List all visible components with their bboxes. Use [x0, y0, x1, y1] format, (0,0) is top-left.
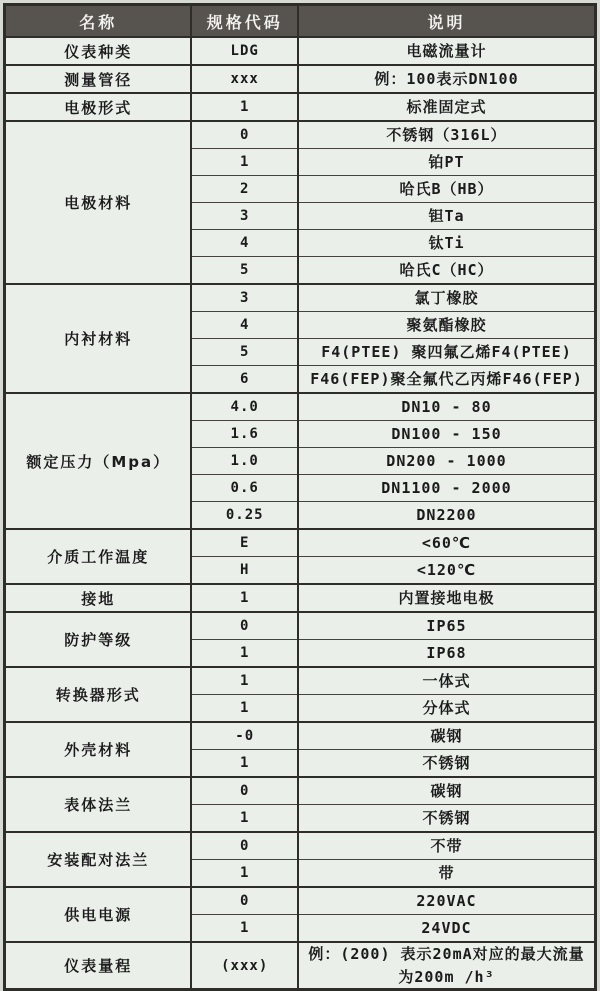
- spec-code-cell: 4.0: [191, 393, 298, 421]
- table-row: [5, 777, 596, 805]
- spec-desc-cell: 不锈钢: [298, 750, 596, 778]
- spec-desc-cell: 不锈钢（316L）: [298, 121, 596, 149]
- spec-desc-cell: 哈氏C（HC）: [298, 257, 596, 285]
- header-name: 名称: [5, 5, 192, 38]
- spec-name-cell: 测量管径: [5, 65, 192, 93]
- spec-code-cell: -0: [191, 722, 298, 750]
- spec-code-cell: 0.25: [191, 502, 298, 530]
- spec-code-cell: 1: [191, 805, 298, 833]
- spec-name-cell: 表体法兰: [5, 777, 192, 832]
- table-row: [5, 722, 596, 750]
- header-desc: 说明: [298, 5, 596, 38]
- table-row: [5, 65, 596, 93]
- spec-name-cell: 外壳材料: [5, 722, 192, 777]
- spec-code-cell: (xxx): [191, 942, 298, 990]
- spec-code-cell: 0: [191, 832, 298, 860]
- spec-code-cell: 1: [191, 695, 298, 723]
- spec-desc-cell: 电磁流量计: [298, 37, 596, 65]
- spec-code-cell: 1: [191, 149, 298, 176]
- spec-code-cell: 0: [191, 612, 298, 640]
- spec-desc-cell: 不带: [298, 832, 596, 860]
- spec-code-cell: 1.0: [191, 448, 298, 475]
- header-row: [5, 5, 596, 38]
- spec-code-cell: H: [191, 557, 298, 585]
- spec-name-cell: 电极形式: [5, 93, 192, 121]
- spec-desc-cell: IP65: [298, 612, 596, 640]
- spec-table-header: [5, 5, 596, 38]
- spec-name-cell: 防护等级: [5, 612, 192, 667]
- spec-desc-cell: 哈氏B（HB）: [298, 176, 596, 203]
- spec-code-cell: 1: [191, 915, 298, 943]
- spec-desc-cell: DN1100 - 2000: [298, 475, 596, 502]
- spec-desc-cell: 一体式: [298, 667, 596, 695]
- spec-code-cell: 5: [191, 257, 298, 285]
- spec-desc-cell: 碳钢: [298, 722, 596, 750]
- spec-desc-cell: 例：100表示DN100: [298, 65, 596, 93]
- spec-desc-cell: DN10 - 80: [298, 393, 596, 421]
- spec-desc-cell: DN200 - 1000: [298, 448, 596, 475]
- spec-code-cell: 6: [191, 366, 298, 394]
- spec-desc-cell: 例：(200) 表示20mA对应的最大流量为200m /h³: [298, 942, 596, 990]
- spec-desc-cell: <60℃: [298, 529, 596, 557]
- table-row: [5, 667, 596, 695]
- spec-name-cell: 仪表种类: [5, 37, 192, 65]
- spec-desc-cell: <120℃: [298, 557, 596, 585]
- spec-code-cell: 0.6: [191, 475, 298, 502]
- spec-code-cell: 4: [191, 230, 298, 257]
- spec-name-cell: 接地: [5, 584, 192, 612]
- spec-name-cell: 额定压力（Mpa）: [5, 393, 192, 529]
- spec-desc-cell: 碳钢: [298, 777, 596, 805]
- spec-name-cell: 供电电源: [5, 887, 192, 942]
- header-code: 规格代码: [191, 5, 298, 38]
- table-row: [5, 37, 596, 65]
- spec-desc-cell: 24VDC: [298, 915, 596, 943]
- table-row: [5, 93, 596, 121]
- spec-code-cell: 3: [191, 203, 298, 230]
- spec-code-cell: LDG: [191, 37, 298, 65]
- spec-desc-cell: DN2200: [298, 502, 596, 530]
- spec-code-cell: 3: [191, 284, 298, 312]
- spec-table: [3, 3, 597, 991]
- spec-table-body: [5, 37, 596, 990]
- spec-code-cell: xxx: [191, 65, 298, 93]
- spec-code-cell: 2: [191, 176, 298, 203]
- spec-code-cell: 0: [191, 121, 298, 149]
- spec-name-cell: 仪表量程: [5, 942, 192, 990]
- spec-name-cell: 安装配对法兰: [5, 832, 192, 887]
- spec-desc-cell: 带: [298, 860, 596, 888]
- spec-desc-cell: 不锈钢: [298, 805, 596, 833]
- table-row: [5, 393, 596, 421]
- spec-desc-cell: 220VAC: [298, 887, 596, 915]
- table-row: [5, 584, 596, 612]
- spec-name-cell: 内衬材料: [5, 284, 192, 393]
- spec-code-cell: 4: [191, 312, 298, 339]
- spec-desc-cell: 内置接地电极: [298, 584, 596, 612]
- spec-code-cell: 5: [191, 339, 298, 366]
- spec-code-cell: 1: [191, 640, 298, 668]
- table-row: [5, 121, 596, 149]
- table-row: [5, 284, 596, 312]
- spec-name-cell: 电极材料: [5, 121, 192, 284]
- spec-desc-cell: F46(FEP)聚全氟代乙丙烯F46(FEP): [298, 366, 596, 394]
- spec-code-cell: 1: [191, 93, 298, 121]
- spec-desc-cell: 钽Ta: [298, 203, 596, 230]
- spec-code-cell: 0: [191, 887, 298, 915]
- table-row: [5, 942, 596, 990]
- table-row: [5, 612, 596, 640]
- spec-desc-cell: 氯丁橡胶: [298, 284, 596, 312]
- spec-desc-cell: DN100 - 150: [298, 421, 596, 448]
- spec-code-cell: 1.6: [191, 421, 298, 448]
- spec-code-cell: E: [191, 529, 298, 557]
- spec-desc-cell: F4(PTEE) 聚四氟乙烯F4(PTEE): [298, 339, 596, 366]
- spec-code-cell: 1: [191, 750, 298, 778]
- spec-code-cell: 1: [191, 860, 298, 888]
- spec-code-cell: 0: [191, 777, 298, 805]
- spec-desc-cell: 分体式: [298, 695, 596, 723]
- spec-code-cell: 1: [191, 584, 298, 612]
- spec-desc-cell: 钛Ti: [298, 230, 596, 257]
- spec-desc-cell: IP68: [298, 640, 596, 668]
- spec-code-cell: 1: [191, 667, 298, 695]
- spec-name-cell: 介质工作温度: [5, 529, 192, 584]
- table-row: [5, 832, 596, 860]
- spec-desc-cell: 聚氨酯橡胶: [298, 312, 596, 339]
- table-row: [5, 887, 596, 915]
- spec-name-cell: 转换器形式: [5, 667, 192, 722]
- spec-desc-cell: 铂PT: [298, 149, 596, 176]
- table-row: [5, 529, 596, 557]
- spec-desc-cell: 标准固定式: [298, 93, 596, 121]
